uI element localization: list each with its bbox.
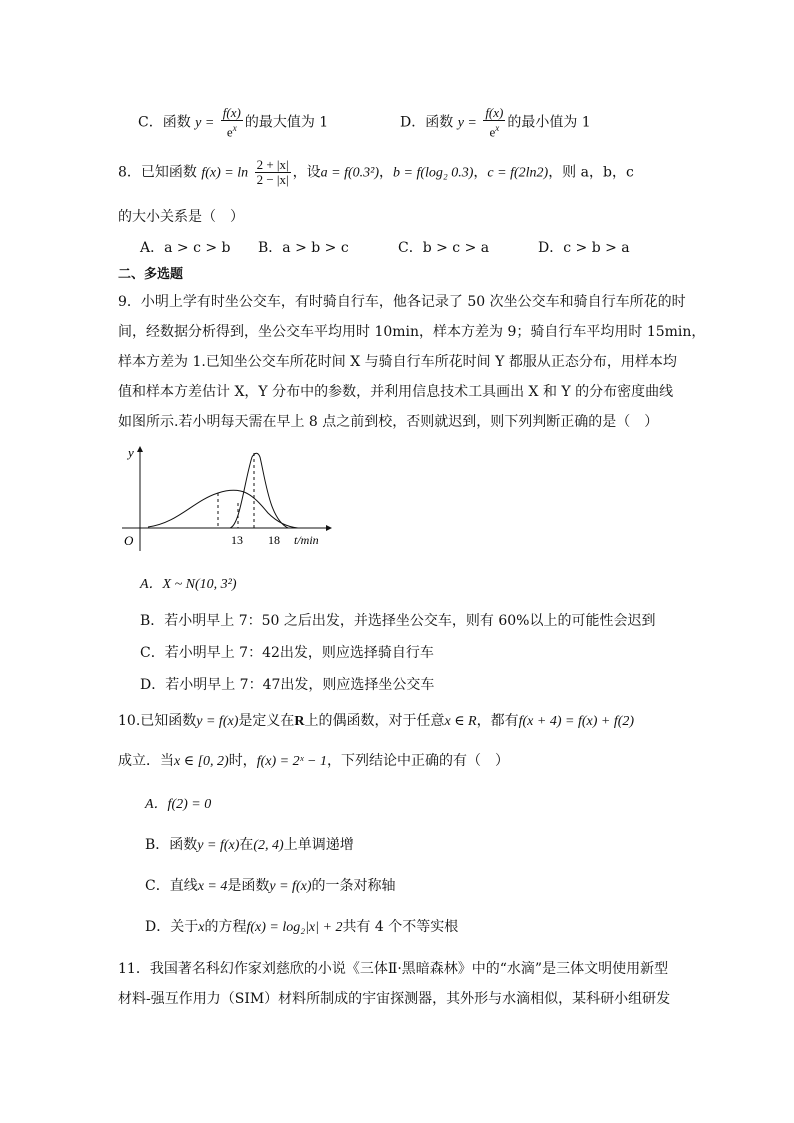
q7-d-den: $e^x$ [489, 123, 500, 140]
q8-frac-den: 2 − |x| [256, 172, 289, 187]
x-axis-arrow [326, 525, 332, 531]
q7-option-d-y: y = [457, 115, 477, 131]
y-axis-label: y [128, 445, 134, 460]
q10-text-e: 时， [228, 753, 257, 769]
q10-option-c: C．直线x = 4是函数y = f(x)的一条对称轴 [145, 878, 396, 894]
q10-functional-eq: f(x + 4) = f(x) + f(2) [518, 714, 635, 729]
q9-option-b: B．若小明早上 7：50 之后出发，并选择坐公交车，则有 60%以上的可能性会迟到 [140, 613, 656, 629]
q10-stem-line1 [118, 710, 634, 733]
q9-line-5: 如图所示.若小明每天需在早上 8 点之前到校，否则就迟到，则下列判断正确的是（ ） [118, 414, 659, 430]
q8-option-a: A．a > c > b [140, 240, 231, 256]
q9-line-4: 值和样本方差估计 X，Y 分布中的参数，并利用信息技术工具画出 X 和 Y 的分布密度曲线 [118, 384, 674, 400]
q8-set: ，设 [292, 164, 321, 181]
q7-option-d-text: 的最小值为 1 [507, 114, 591, 131]
q8-stem: 8．已知函数 f(x) = ln $\frac{2 + |x|}{2 - |x|}$ ，设a = f(0.3²)，b = f(log₂ 0.3)，c = f(2ln2)，则 a，b，c [118, 157, 634, 187]
q10-stem-line2 [118, 750, 509, 773]
q7-option-d-fraction [483, 106, 505, 139]
q10-number: 10.已知函数 [118, 713, 197, 729]
q8-option-d: D．c > b > a [538, 240, 630, 256]
q7-option-d [400, 106, 591, 139]
q9-line-2: 间，经数据分析得到，坐公交车平均用时 10min，样本方差为 9；骑自行车平均用时 15min， [118, 324, 706, 340]
q7-option-c-label: C．函数 [138, 114, 191, 131]
q8-stem-line2: 的大小关系是（ ） [118, 209, 244, 225]
q9-line-3: 样本方差为 1.已知坐公交车所花时间 X 与骑自行车所花时间 Y 都服从正态分布，用样本均 [118, 354, 677, 370]
q8-fraction [255, 158, 291, 187]
q7-option-c-fraction [221, 106, 243, 139]
q9-option-d: D．若小明早上 7：47出发，则应选择坐公交车 [140, 677, 435, 693]
q11-line-1: 11．我国著名科幻作家刘慈欣的小说《三体Ⅱ·黑暗森林》中的“水滴”是三体文明使用新型 [118, 961, 669, 977]
q10-f: y = f(x) [196, 714, 239, 729]
q8-c-def: c = f(2ln2) [487, 165, 549, 181]
q10-domain: x ∈ [0, 2) [174, 754, 229, 769]
q8-b-def: b = f(log₂ 0.3) [393, 165, 474, 181]
q7-option-d-label: D．函数 [400, 114, 454, 131]
q10-text-d: 成立．当 [118, 753, 174, 769]
q8-option-b: B．a > b > c [258, 240, 349, 256]
origin-label: O [124, 533, 134, 548]
q7-option-c [138, 106, 328, 139]
q7-option-c-text: 的最大值为 1 [244, 114, 329, 131]
y-axis-arrow [137, 446, 143, 452]
q10-text-a: 是定义在 [238, 713, 295, 729]
q10-R: R [294, 714, 305, 729]
q9-option-a: A．X ~ N(10, 3²) [140, 577, 237, 592]
q8-f-def: f(x) = ln [201, 165, 249, 181]
q10-x-in-R: x ∈ R [444, 714, 477, 729]
q9-option-c: C．若小明早上 7：42出发，则应选择骑自行车 [140, 645, 434, 661]
q8-a-def: a = f(0.3²) [320, 165, 379, 181]
q10-text-c: ，都有 [476, 713, 519, 729]
q10-text-f: ，下列结论中正确的有（ ） [326, 753, 509, 769]
q8-frac-num: 2 + |x| [256, 157, 289, 172]
q7-d-num: f(x) [485, 105, 504, 120]
q8-option-c: C．b > c > a [398, 240, 490, 256]
q9-density-graph [118, 443, 338, 553]
q11-line-2: 材料-强互作用力（SIM）材料所制成的宇宙探测器，其外形与水滴相似，某科研小组研发 [118, 991, 671, 1007]
q10-option-b: B．函数y = f(x)在(2, 4)上单调递增 [145, 837, 354, 853]
q10-f-def: f(x) = 2ˣ − 1 [256, 754, 327, 769]
q8-number: 8．已知函数 [118, 164, 197, 181]
q9-line-1: 9．小明上学有时坐公交车，有时骑自行车，他各记录了 50 次坐公交车和骑自行车所花的时 [118, 294, 686, 310]
curve-x-bus [148, 490, 298, 528]
q10-text-b: 上的偶函数，对于任意 [304, 713, 445, 729]
section-title-multiple-choice: 二、多选题 [118, 267, 184, 282]
q10-option-a: A．f(2) = 0 [145, 797, 212, 812]
tick-label-18: 18 [268, 533, 280, 547]
q7-c-num: f(x) [222, 105, 241, 120]
x-axis-label: t/min [294, 533, 319, 547]
tick-label-13: 13 [231, 533, 243, 547]
q7-c-den: $e^x$ [226, 123, 237, 140]
q8-stem-tail: ，则 a，b，c [548, 164, 634, 181]
q7-option-c-y: y = [195, 115, 215, 131]
q10-option-d: D．关于x的方程f(x) = log₂|x| + 2共有 4 个不等实根 [145, 919, 459, 935]
